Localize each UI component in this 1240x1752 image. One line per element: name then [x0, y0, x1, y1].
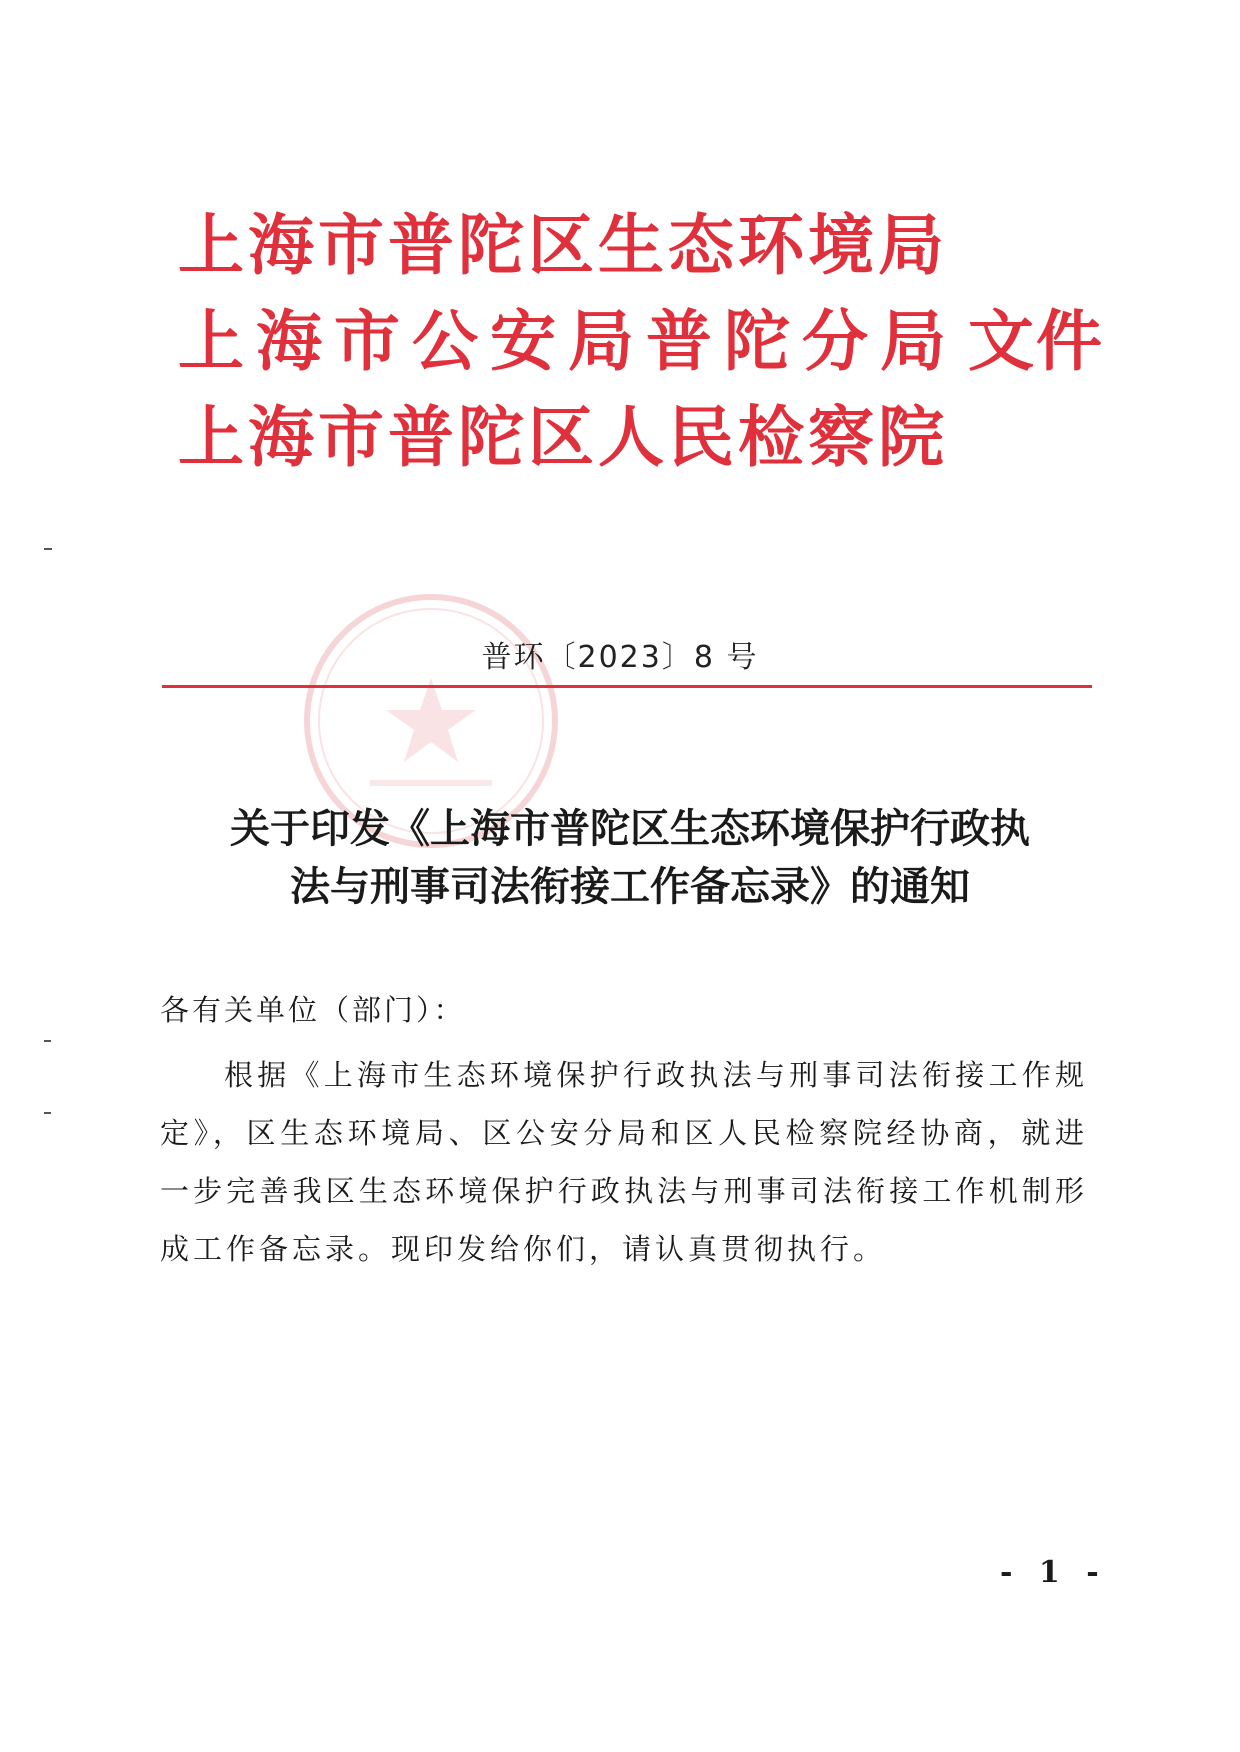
file-word: 文件 — [968, 302, 1104, 380]
page-number: - 1 - — [1000, 1555, 1107, 1590]
scan-speck — [44, 1112, 51, 1114]
body-paragraph: 根据《上海市生态环境保护行政执法与刑事司法衔接工作规定》，区生态环境局、区公安分局和区人民检察院经协商，就进一步完善我区生态环境保护行政执法与刑事司法衔接工作机制形成工作备忘录。现印发给你们，请认真贯彻执行。 — [160, 1058, 1088, 1266]
issuing-agency-1: 上海市普陀区生态环境局 — [178, 206, 948, 284]
issuing-agency-3: 上海市普陀区人民检察院 — [178, 398, 948, 476]
salutation: 各有关单位（部门）： — [160, 993, 466, 1027]
issuing-agency-2-line — [178, 302, 1104, 380]
title-line-2: 法与刑事司法衔接工作备忘录》的通知 — [290, 863, 970, 910]
scan-speck — [44, 1040, 51, 1042]
title-line-1: 关于印发《上海市普陀区生态环境保护行政执 — [230, 805, 1030, 852]
document-title — [160, 800, 1100, 916]
scan-speck — [44, 548, 52, 550]
document-number: 普环〔2023〕8 号 — [481, 640, 759, 675]
red-divider — [162, 685, 1092, 688]
issuing-agency-2: 上海市公安局普陀分局 — [178, 302, 958, 380]
